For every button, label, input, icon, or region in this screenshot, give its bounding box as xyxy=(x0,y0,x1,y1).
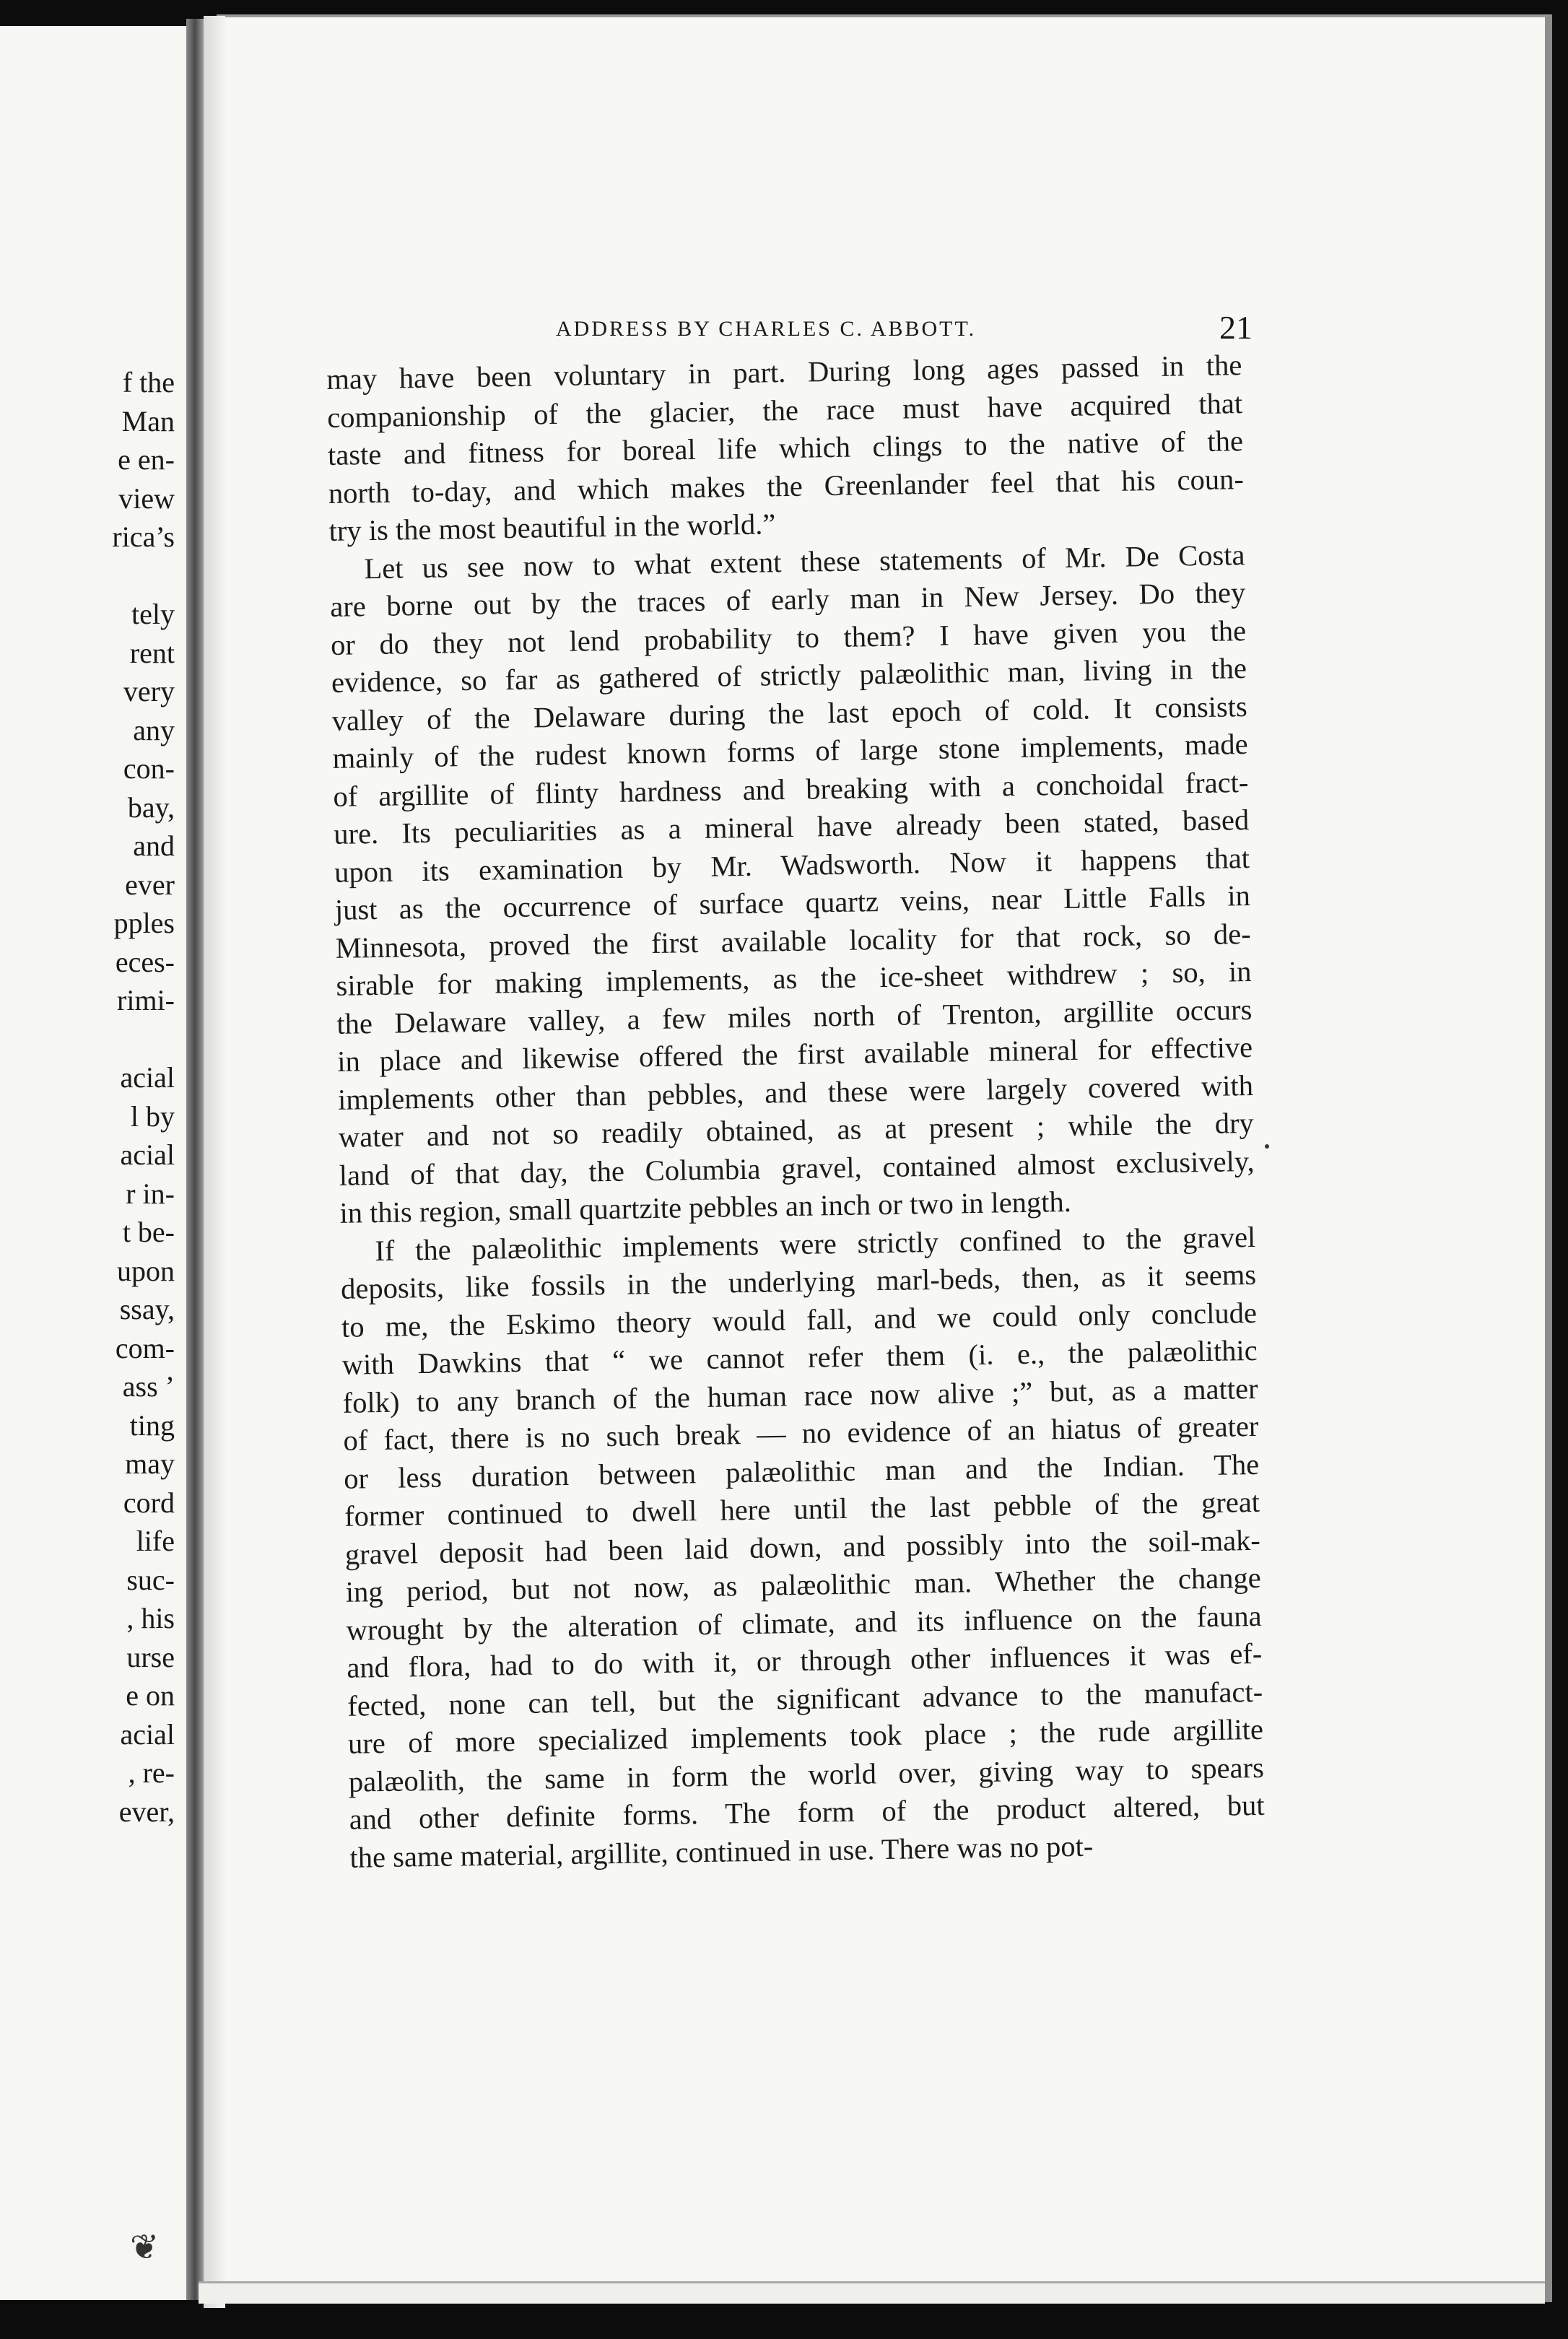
left-page-fragment: cord xyxy=(123,1486,175,1519)
left-page-fragment: rimi- xyxy=(117,984,175,1016)
left-page-fragment: l by xyxy=(130,1099,175,1133)
text-line: implements other than pebbles, and these were largely covered with xyxy=(337,1068,1254,1116)
left-page-fragment: ever, xyxy=(118,1795,175,1828)
text-line: may have been voluntary in part. During long ages passed in the xyxy=(326,349,1242,396)
text-line: wrought by the alteration of climate, and its influence on the fauna xyxy=(346,1599,1262,1647)
left-page-fragment: Man xyxy=(121,404,175,437)
body-text xyxy=(326,347,1266,1877)
text-line: palæolith, the same in form the world over, giving way to spears xyxy=(348,1751,1265,1798)
running-head: ADDRESS BY CHARLES C. ABBOTT. xyxy=(556,317,977,341)
text-line: fected, none can tell, but the significant advance to the manufact- xyxy=(347,1675,1263,1722)
left-page-fragment: acial xyxy=(120,1717,175,1751)
left-page-fragment: rica’s xyxy=(112,520,175,553)
text-line: the same material, argillite, continued in use. There was no pot- xyxy=(349,1829,1094,1874)
text-line: Minnesota, proved the first available locality for that rock, so de- xyxy=(335,917,1251,964)
text-line: try is the most beautiful in the world.” xyxy=(328,508,776,547)
text-line: ure of more specialized implements took place ; the rude argillite xyxy=(347,1712,1264,1760)
text-line: Let us see now to what extent these statements of Mr. De Costa xyxy=(364,538,1245,585)
left-page-fragment: ever xyxy=(125,868,175,901)
text-line: are borne out by the traces of early man in New Jersey. Do they xyxy=(329,576,1246,623)
left-page-fragment: view xyxy=(118,482,175,515)
text-line: If the palæolithic implements were strictly confined to the gravel xyxy=(375,1220,1256,1267)
page-number: 21 xyxy=(1219,309,1253,346)
left-page-fragment: , his xyxy=(126,1602,175,1634)
left-page-fragment: r in- xyxy=(126,1177,175,1210)
ink-smudge-icon: ❦ xyxy=(130,2229,160,2267)
left-page-fragment: eces- xyxy=(115,945,175,978)
text-line: the Delaware valley, a few miles north of Trenton, argillite occurs xyxy=(336,993,1253,1040)
book-gutter xyxy=(186,19,204,2300)
text-line: taste and fitness for boreal life which clings to the native of the xyxy=(327,424,1244,471)
text-line: or do they not lend probability to them? I have given you the xyxy=(330,614,1247,661)
left-page-fragment: may xyxy=(125,1447,175,1480)
left-page-fragment: life xyxy=(136,1525,175,1557)
left-page-fragment: e on xyxy=(126,1679,175,1712)
left-page-fragment: any xyxy=(133,713,175,746)
text-line: and flora, had to do with it, or through other influences it was ef- xyxy=(347,1637,1263,1684)
text-line: sirable for making implements, as the ice-sheet withdrew ; so, in xyxy=(336,954,1252,1002)
left-page-fragment: urse xyxy=(126,1640,175,1673)
text-line: upon its examination by Mr. Wadsworth. Now it happens that xyxy=(334,841,1250,889)
text-line: or less duration between palæolithic man and the Indian. The xyxy=(343,1447,1260,1495)
left-page-fragment: very xyxy=(123,675,175,707)
left-page-fragment: rent xyxy=(129,636,175,669)
text-line: evidence, so far as gathered of strictly palæolithic man, living in the xyxy=(331,652,1247,699)
left-page-fragment: and xyxy=(133,829,175,862)
left-page-fragment: com- xyxy=(115,1331,175,1364)
text-line: of argillite of flinty hardness and breaking with a conchoidal fract- xyxy=(333,765,1249,813)
page-shadow xyxy=(204,16,225,2308)
left-page-fragment: e en- xyxy=(118,443,175,476)
text-line: in this region, small quartzite pebbles an inch or two in length. xyxy=(339,1185,1072,1229)
text-line: just as the occurrence of surface quartz veins, near Little Falls in xyxy=(334,879,1251,926)
text-line: former continued to dwell here until the last pebble of the great xyxy=(344,1485,1260,1533)
margin-mark xyxy=(1265,1144,1269,1149)
left-page-fragment: suc- xyxy=(126,1563,175,1596)
text-line: land of that day, the Columbia gravel, contained almost exclusively, xyxy=(339,1144,1255,1192)
left-page-fragment: ting xyxy=(129,1408,175,1442)
left-page-fragment: t be- xyxy=(122,1216,175,1248)
text-line: with Dawkins that “ we cannot refer them (i. e., the palæolithic xyxy=(341,1333,1258,1381)
left-page-fragment: ssay, xyxy=(119,1293,175,1325)
text-line: and other definite forms. The form of the product altered, but xyxy=(349,1788,1265,1836)
left-page-fragment: ass ’ xyxy=(122,1370,175,1403)
text-line: ing period, but not now, as palæolithic man. Whether the change xyxy=(345,1561,1261,1608)
left-page-fragment: con- xyxy=(123,752,175,785)
text-line: mainly of the rudest known forms of large stone implements, made xyxy=(332,728,1248,775)
left-page-fragment: pples xyxy=(113,907,175,939)
left-page-fragment: f the xyxy=(122,366,175,398)
text-line: gravel deposit had been laid down, and possibly into the soil-mak- xyxy=(344,1523,1261,1571)
text-line: north to-day, and which makes the Greenlander feel that his coun- xyxy=(328,462,1245,510)
text-line: companionship of the glacier, the race must have acquired that xyxy=(326,386,1243,434)
text-line: valley of the Delaware during the last epoch of cold. It consists xyxy=(331,689,1248,737)
text-line: of fact, there is no such break — no evidence of an hiatus of greater xyxy=(343,1409,1259,1457)
text-line: ure. Its peculiarities as a mineral have already been stated, based xyxy=(333,803,1250,850)
left-page-fragment: , re- xyxy=(128,1756,175,1789)
page-bottom-edge xyxy=(199,2281,1545,2304)
left-page-fragment: upon xyxy=(117,1254,175,1287)
left-page-fragment: acial xyxy=(120,1061,175,1094)
text-line: to me, the Eskimo theory would fall, and we could only conclude xyxy=(341,1296,1258,1343)
text-line: deposits, like fossils in the underlying marl-beds, then, as it seems xyxy=(340,1258,1257,1305)
text-line: folk) to any branch of the human race now alive ;” but, as a matter xyxy=(342,1372,1258,1419)
left-page-fragment: tely xyxy=(131,598,175,630)
text-line: water and not so readily obtained, as at present ; while the dry xyxy=(338,1106,1255,1154)
left-page-fragment: bay, xyxy=(127,790,175,824)
left-page xyxy=(0,26,186,2300)
text-line: in place and likewise offered the first available mineral for effective xyxy=(336,1030,1253,1078)
left-page-fragment: acial xyxy=(120,1138,175,1171)
